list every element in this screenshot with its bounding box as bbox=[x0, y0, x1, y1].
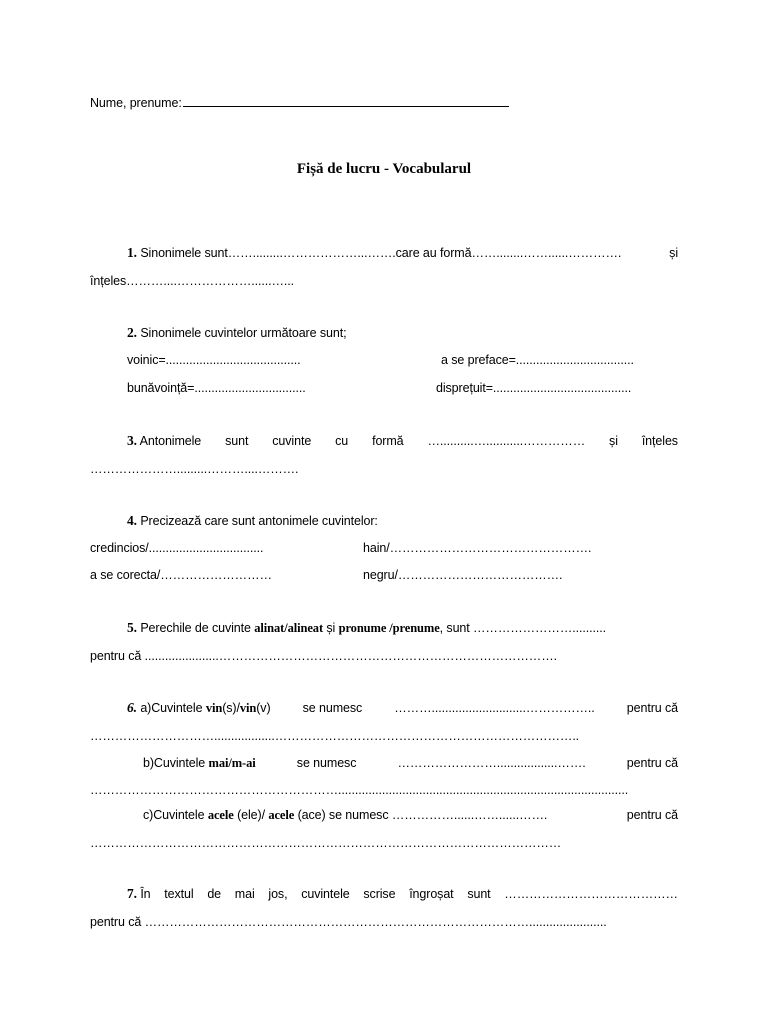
question-6c-word-1: acele bbox=[207, 808, 234, 822]
question-6a-text-5: pentru că bbox=[626, 701, 678, 715]
question-6a-text-4: se numesc bbox=[302, 701, 363, 715]
question-6b-word: mai/m-ai bbox=[208, 756, 256, 770]
question-5-pair-1: alinat/alineat bbox=[254, 621, 324, 635]
question-7-number: 7. bbox=[127, 886, 137, 901]
synonym-item-voinic[interactable]: voinic=........................................ bbox=[127, 353, 301, 367]
question-7-line-2[interactable]: pentru că …………………………………………………………………………………....................... bbox=[90, 915, 607, 929]
question-3-word: cuvinte bbox=[272, 434, 312, 448]
question-6b-text: b)Cuvintele bbox=[143, 756, 206, 770]
question-6c-text-3: (ace) se numesc bbox=[297, 808, 389, 822]
question-5-number: 5. bbox=[127, 620, 137, 635]
question-6a-blank[interactable]: ………............................…………….. bbox=[394, 701, 595, 715]
question-6b-blank[interactable]: ……………………..................……. bbox=[397, 756, 586, 770]
question-1-text-3: și bbox=[669, 246, 678, 260]
question-6-number: 6. bbox=[127, 700, 137, 715]
question-2-intro bbox=[127, 325, 346, 341]
question-6a-word-2: vin bbox=[239, 701, 257, 715]
question-1-text-2: care au formă bbox=[395, 246, 472, 260]
question-1-blank-2[interactable]: ……........……......…………. bbox=[471, 246, 622, 260]
antonym-item-a-se-corecta[interactable]: a se corecta/……………………… bbox=[90, 568, 272, 582]
synonym-item-bunavointa[interactable]: bunăvoință=................................. bbox=[127, 381, 306, 395]
question-3-line-1 bbox=[127, 433, 678, 449]
page-title: Fișă de lucru - Vocabularul bbox=[296, 161, 472, 177]
question-2-text: Sinonimele cuvintelor următoare sunt; bbox=[140, 326, 347, 340]
question-5-blank[interactable]: , sunt …………………….......... bbox=[439, 621, 606, 635]
question-6a-text: a)Cuvintele bbox=[140, 701, 203, 715]
question-7-word: textul bbox=[164, 887, 194, 901]
question-6b-line-1 bbox=[143, 755, 678, 771]
question-6c-word-2: acele bbox=[268, 808, 295, 822]
question-2-number: 2. bbox=[127, 325, 137, 340]
question-7-blank[interactable]: …………………………………… bbox=[504, 887, 678, 901]
question-6a-word-1: vin bbox=[205, 701, 223, 715]
question-6a-line-1 bbox=[127, 700, 678, 716]
synonym-item-dispretuit[interactable]: disprețuit=......................................... bbox=[436, 381, 632, 395]
question-7-word: sunt bbox=[467, 887, 491, 901]
question-1-line-2[interactable]: înțeles………....………………......…... bbox=[90, 274, 294, 288]
question-4-number: 4. bbox=[127, 513, 137, 528]
question-7-word: de bbox=[207, 887, 222, 901]
question-3-word: Antonimele bbox=[139, 434, 202, 448]
question-3-blank[interactable]: …..........…...........…………… bbox=[427, 434, 586, 448]
question-5-text-2: și bbox=[326, 621, 336, 635]
question-6c-text-2: (ele)/ bbox=[237, 808, 265, 822]
question-7-line-1 bbox=[127, 886, 678, 902]
question-6b-line-2[interactable]: ……………………………………………………...................................................................................... bbox=[90, 783, 629, 797]
question-5-line-2[interactable]: pentru că ......................………………………………………………………………………. bbox=[90, 649, 557, 663]
question-6a-line-2[interactable]: …………………………..................……………………………………………………………….. bbox=[90, 729, 580, 743]
question-1-text: Sinonimele sunt bbox=[140, 246, 228, 260]
question-7-word: scrise bbox=[363, 887, 396, 901]
question-5-line-1 bbox=[127, 620, 606, 636]
question-6c-line-2[interactable]: …………………………………………………………………………………………………… bbox=[90, 836, 562, 850]
question-6b-text-2: se numesc bbox=[296, 756, 357, 770]
question-3-word: înțeles bbox=[641, 434, 678, 448]
question-1-number: 1. bbox=[127, 245, 137, 260]
question-5-text: Perechile de cuvinte bbox=[140, 621, 251, 635]
antonym-item-credincios[interactable]: credincios/.................................. bbox=[90, 541, 264, 555]
question-1-line-1 bbox=[90, 245, 678, 261]
question-6a-text-2: (s)/ bbox=[222, 701, 240, 715]
question-4-text: Precizează care sunt antonimele cuvintelor: bbox=[140, 514, 378, 528]
question-6c-blank[interactable]: ……………......……......……. bbox=[391, 808, 548, 822]
question-3-word: și bbox=[609, 434, 618, 448]
synonym-item-a-se-preface[interactable]: a se preface=................................... bbox=[441, 353, 634, 367]
question-6c-line-1 bbox=[143, 807, 678, 823]
question-3-word: sunt bbox=[225, 434, 249, 448]
question-7-word: În bbox=[140, 887, 151, 901]
antonym-item-negru[interactable]: negru/…………………………………. bbox=[363, 568, 563, 582]
name-field-row bbox=[90, 94, 509, 111]
question-3-word: formă bbox=[372, 434, 404, 448]
question-4-intro bbox=[127, 513, 378, 529]
question-1-blank-1[interactable]: …….........………………...……. bbox=[227, 246, 396, 260]
question-3-line-2[interactable]: ………………….........………....………. bbox=[90, 462, 299, 476]
name-input-line[interactable] bbox=[183, 94, 509, 107]
question-6b-text-3: pentru că bbox=[626, 756, 678, 770]
antonym-item-hain[interactable]: hain/…………………………………………. bbox=[363, 541, 592, 555]
name-label: Nume, prenume: bbox=[90, 96, 182, 110]
question-6a-text-3: (v) bbox=[256, 701, 271, 715]
question-5-pair-2: pronume /prenume bbox=[338, 621, 440, 635]
question-7-word: cuvintele bbox=[301, 887, 350, 901]
question-3-number: 3. bbox=[127, 433, 137, 448]
question-7-word: jos, bbox=[268, 887, 288, 901]
question-3-word: cu bbox=[335, 434, 349, 448]
question-7-word: mai bbox=[234, 887, 255, 901]
question-6c-text-4: pentru că bbox=[626, 808, 678, 822]
question-7-word: îngroșat bbox=[409, 887, 454, 901]
question-6c-text: c)Cuvintele bbox=[143, 808, 205, 822]
